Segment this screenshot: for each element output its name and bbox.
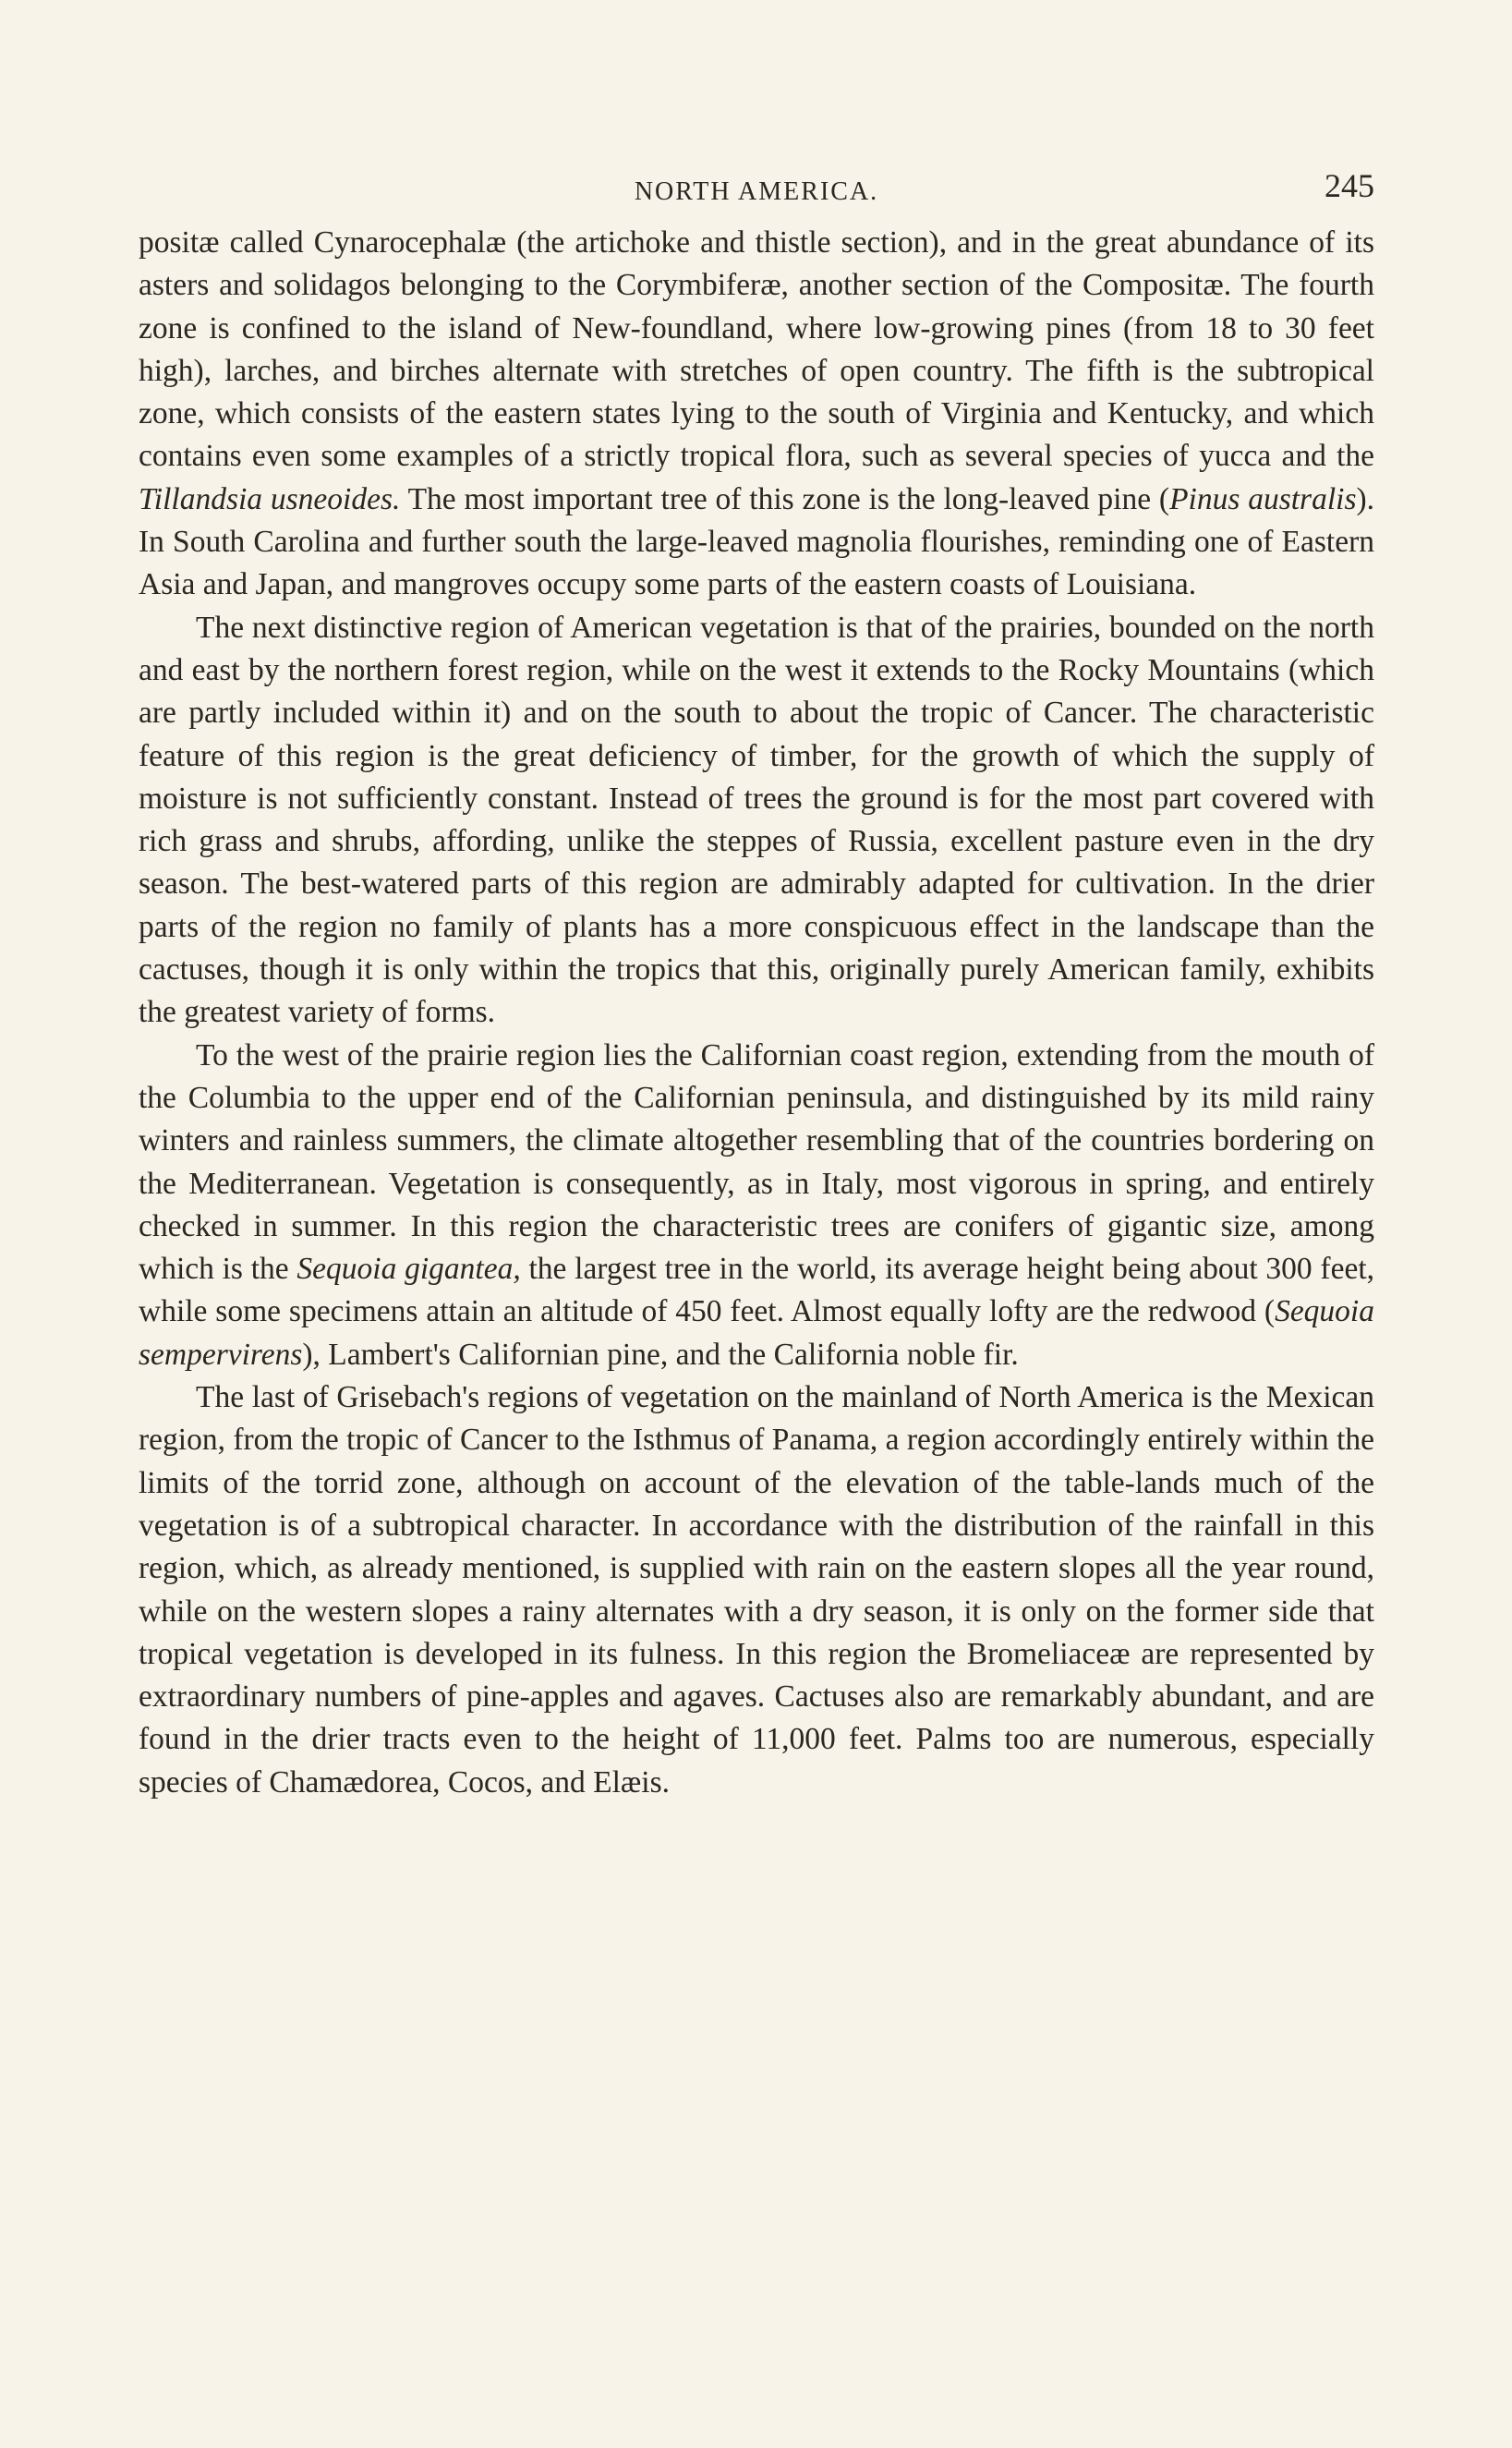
text-run: the largest tree in the world, its average height being about 300 feet, while some specimens attain an altitude of 450 feet. Almost equally lofty are the redwood ( — [139, 1252, 1375, 1329]
paragraph-continued — [139, 222, 1374, 607]
paragraph-prairies — [139, 607, 1374, 1035]
italic-run: Tillandsia usneoides. — [139, 481, 401, 516]
running-title: NORTH AMERICA. — [634, 177, 879, 206]
paragraph-californian-coast — [139, 1035, 1374, 1376]
text-run: The next distinctive region of American vegetation is that of the prairies, bounded on the north and east by the northern forest region, while on the west it extends to the Rocky Mountains (which are partly included within it) and on the south to about the tropic of Cancer. The characteristic feature of this region is the great deficiency of timber, for the growth of which the supply of moisture is not sufficiently constant. Instead of trees the ground is for the most part covered with rich grass and shrubs, affording, unlike the steppes of Russia, excellent pasture even in the dry season. The best-watered parts of this region are admirably adapted for cultivation. In the drier parts of the region no family of plants has a more conspicuous effect in the landscape than the cactuses, though it is only within the tropics that this, originally purely American family, exhibits the greatest variety of forms. — [139, 610, 1374, 1030]
text-run: ). In South Carolina and further south the large-leaved magnolia flourishes, reminding one of Eastern Asia and Japan, and mangroves occupy some parts of the eastern coasts of Louisiana. — [139, 481, 1375, 602]
text-run: To the west of the prairie region lies the Californian coast region, extending from the mouth of the Columbia to the upper end of the Californian peninsula, and distinguished by its mild rainy winters and rainless summers, the climate altogether resembling that of the countries bordering on the Mediterranean. Vegetation is consequently, as in Italy, most vigorous in spring, and entirely checked in summer. In this region the characteristic trees are conifers of gigantic size, among which is the — [139, 1037, 1374, 1287]
running-head — [139, 166, 1374, 222]
italic-run: Sequoia sempervirens — [139, 1294, 1374, 1372]
italic-run: Pinus australis — [1169, 481, 1357, 516]
text-run: The most important tree of this zone is the long-leaved pine ( — [400, 481, 1170, 516]
page-number: 245 — [1325, 167, 1374, 204]
italic-run: Sequoia gigantea, — [296, 1252, 521, 1287]
body-text — [139, 222, 1374, 1804]
text-run: The last of Grisebach's regions of vegetation on the mainland of North America is the Mexican region, from the tropic of Cancer to the Isthmus of Panama, a region accordingly entirely within the limits of the torrid zone, although on account of the elevation of the table-lands much of the vegetation is of a subtropical character. In accordance with the distribution of the rainfall in this region, which, as already mentioned, is supplied with rain on the eastern slopes all the year round, while on the western slopes a rainy alternates with a dry season, it is only on the former side that tropical vegetation is developed in its fulness. In this region the Bromeliaceæ are represented by extraordinary numbers of pine-apples and agaves. Cactuses also are remarkably abundant, and are found in the drier tracts even to the height of 11,000 feet. Palms too are numerous, especially species of Chamædorea, Cocos, and Elæis. — [139, 1380, 1374, 1800]
text-run: positæ called Cynarocephalæ (the artichoke and thistle section), and in the great abundance of its asters and solidagos belonging to the Corymbiferæ, another section of the Compositæ. The fourth zone is confined to the island of New-foundland, where low-growing pines (from 18 to 30 feet high), larches, and birches alternate with stretches of open country. The fifth is the subtropical zone, which consists of the eastern states lying to the south of Virginia and Kentucky, and which contains even some examples of a strictly tropical flora, such as several species of yucca and the — [139, 225, 1374, 474]
text-run: ), Lambert's Californian pine, and the California noble fir. — [302, 1337, 1019, 1372]
paragraph-mexican-region — [139, 1376, 1374, 1804]
book-page — [139, 166, 1374, 1804]
